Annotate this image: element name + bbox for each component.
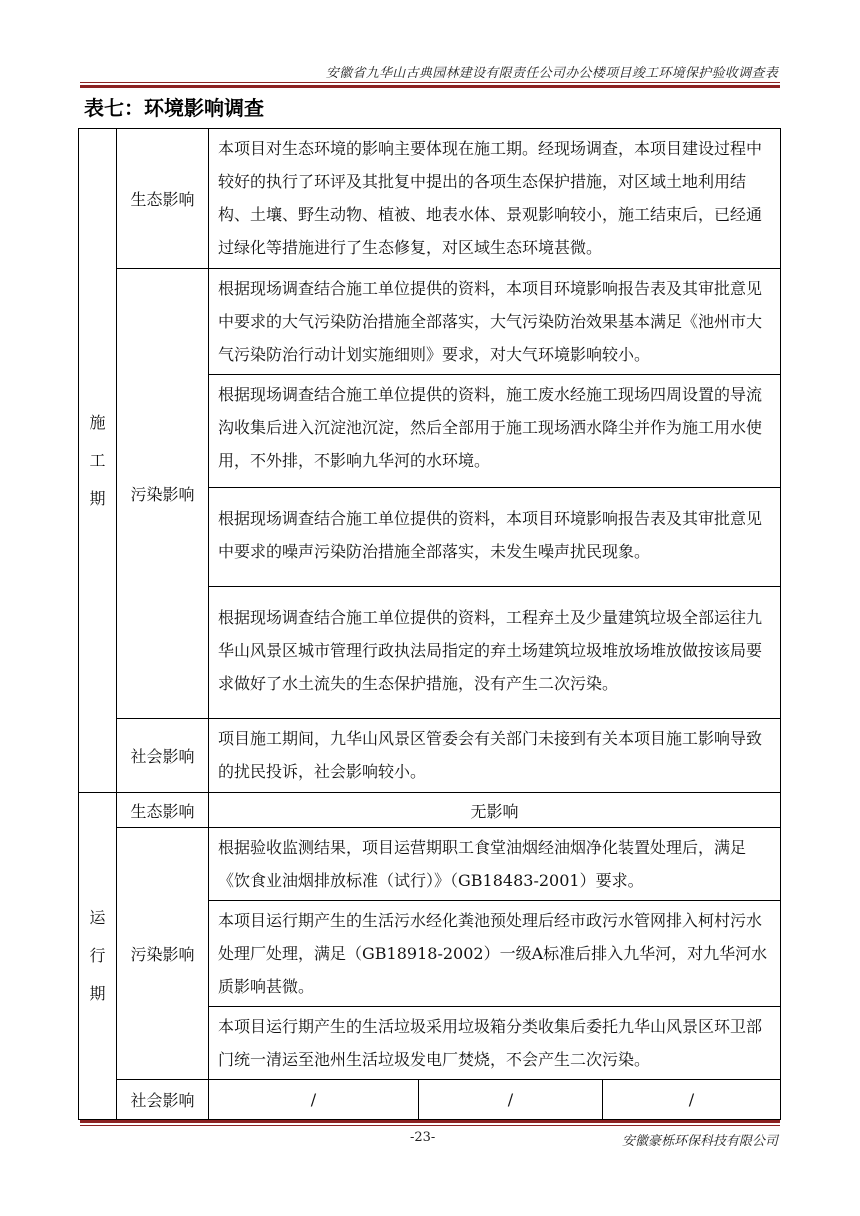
environment-impact-table	[78, 128, 781, 1120]
construction-ecology-row	[79, 129, 781, 269]
operation-social-value: /	[209, 1080, 419, 1120]
construction-waste-text: 根据现场调查结合施工单位提供的资料，工程弃土及少量建筑垃圾全部运往九华山风景区城市管理行政执法局指定的弃土场建筑垃圾堆放场堆放做按该局要求做好了水土流失的生态保护措施，没有产生二次污染。	[209, 587, 781, 719]
operation-sewage-text: 本项目运行期产生的生活污水经化粪池预处理后经市政污水管网排入柯村污水处理厂处理，满足（GB18918-2002）一级A标准后排入九华河，对九华河水质影响甚微。	[209, 901, 781, 1007]
construction-period-cell	[79, 129, 117, 793]
operation-ecology-row	[79, 793, 781, 828]
operation-social-row	[79, 1080, 781, 1120]
operation-fume-text: 根据验收监测结果，项目运营期职工食堂油烟经油烟净化装置处理后，满足《饮食业油烟排放标准（试行）》（GB18483-2001）要求。	[209, 828, 781, 901]
footer-company: 安徽豪栎环保科技有限公司	[621, 1134, 778, 1149]
construction-social-label: 社会影响	[117, 719, 209, 793]
operation-pollution-row	[79, 828, 781, 901]
construction-ecology-text: 本项目对生态环境的影响主要体现在施工期。经现场调查，本项目建设过程中较好的执行了环评及其批复中提出的各项生态保护措施，对区域土地利用结构、土壤、野生动物、植被、地表水体、景观影响较小，施工结束后，已经通过绿化等措施进行了生态修复，对区域生态环境甚微。	[209, 129, 781, 269]
construction-pollution-row	[79, 269, 781, 375]
footer-rule-thick	[80, 1120, 780, 1123]
construction-social-row	[79, 719, 781, 793]
operation-ecology-text: 无影响	[209, 793, 781, 828]
period-char: 期	[89, 488, 106, 508]
construction-water-text: 根据现场调查结合施工单位提供的资料，施工废水经施工现场四周设置的导流沟收集后进入沉淀池沉淀，然后全部用于施工现场洒水降尘并作为施工用水使用，不外排，不影响九华河的水环境。	[209, 375, 781, 488]
header-rule-thin	[80, 82, 780, 83]
operation-social-value: /	[419, 1080, 603, 1120]
page-title: 表七：环境影响调查	[84, 96, 264, 120]
operation-ecology-label: 生态影响	[117, 793, 209, 828]
operation-pollution-label: 污染影响	[117, 828, 209, 1080]
header-rule-thick	[80, 85, 780, 88]
construction-air-text: 根据现场调查结合施工单位提供的资料，本项目环境影响报告表及其审批意见中要求的大气污染防治措施全部落实，大气污染防治效果基本满足《池州市大气污染防治行动计划实施细则》要求，对大气环境影响较小。	[209, 269, 781, 375]
operation-social-value: /	[603, 1080, 781, 1120]
document-header: 安徽省九华山古典园林建设有限责任公司办公楼项目竣工环境保护验收调查表	[325, 66, 778, 81]
footer-rule-thin	[80, 1125, 780, 1126]
period-char: 施	[89, 412, 106, 432]
operation-period-cell	[79, 793, 117, 1120]
period-char: 行	[89, 946, 106, 965]
period-char: 期	[89, 984, 106, 1003]
construction-pollution-label: 污染影响	[117, 269, 209, 719]
page-number: -23-	[410, 1130, 436, 1145]
operation-social-label: 社会影响	[117, 1080, 209, 1120]
period-char: 运	[89, 908, 106, 927]
operation-garbage-text: 本项目运行期产生的生活垃圾采用垃圾箱分类收集后委托九华山风景区环卫部门统一清运至池州生活垃圾发电厂焚烧，不会产生二次污染。	[209, 1007, 781, 1080]
period-char: 工	[89, 450, 106, 470]
construction-social-text: 项目施工期间，九华山风景区管委会有关部门未接到有关本项目施工影响导致的扰民投诉，社会影响较小。	[209, 719, 781, 793]
construction-ecology-label: 生态影响	[117, 129, 209, 269]
construction-noise-text: 根据现场调查结合施工单位提供的资料，本项目环境影响报告表及其审批意见中要求的噪声污染防治措施全部落实，未发生噪声扰民现象。	[209, 488, 781, 587]
